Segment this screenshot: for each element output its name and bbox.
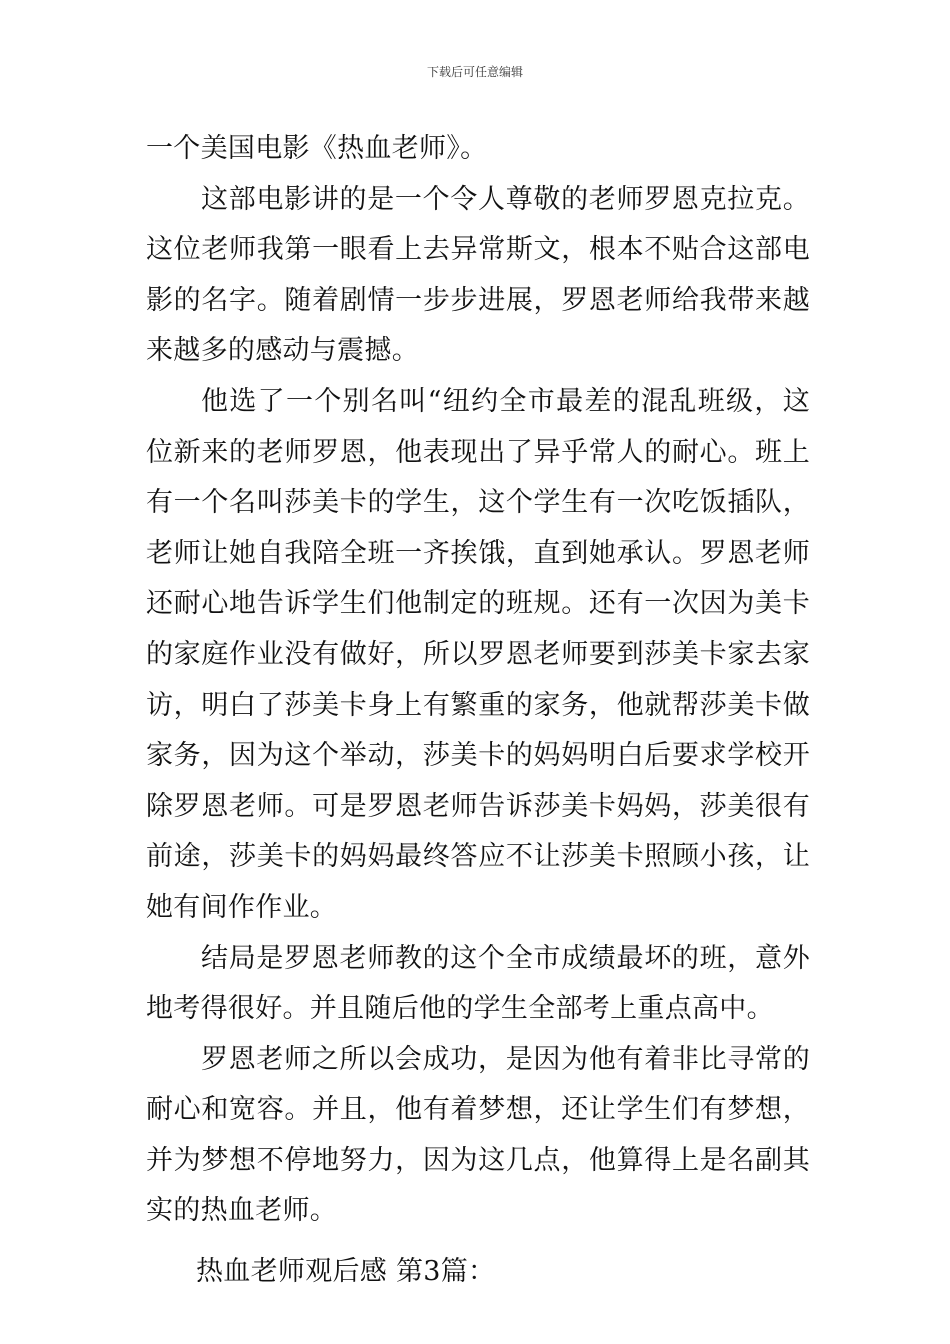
paragraph-story: 他选了一个别名叫“纽约全市最差的混乱班级，这位新来的老师罗恩，他表现出了异乎常人的耐心。班上有一个名叫莎美卡的学生，这个学生有一次吃饭插队，老师让她自我陪全班一齐挨饿，直到她承认。罗恩老师还耐心地告诉学生们他制定的班规。还有一次因为美卡的家庭作业没有做好，所以罗恩老师要到莎美卡家去家访，明白了莎美卡身上有繁重的家务，他就帮莎美卡做家务，因为这个举动，莎美卡的妈妈明白后要求学校开除罗恩老师。可是罗恩老师告诉莎美卡妈妈，莎美很有前途，莎美卡的妈妈最终答应不让莎美卡照顾小孩，让她有间作作业。 [146, 385, 810, 923]
paragraph-continuation: 一个美国电影《热血老师》。 [146, 133, 488, 164]
header-note: 下载后可任意编辑 [426, 65, 523, 79]
paragraph-ending: 结局是罗恩老师教的这个全市成绩最坏的班，意外地考得很好。并且随后他的学生全部考上重点高中。 [146, 942, 810, 1025]
paragraph-intro: 这部电影讲的是一个令人尊敬的老师罗恩克拉克。这位老师我第一眼看上去异常斯文，根本不贴合这部电影的名字。随着剧情一步步进展，罗恩老师给我带来越来越多的感动与震撼。 [146, 183, 810, 367]
paragraph-conclusion: 罗恩老师之所以会成功，是因为他有着非比寻常的耐心和宽容。并且，他有着梦想，还让学生们有梦想，并为梦想不停地努力，因为这几点，他算得上是名副其实的热血老师。 [146, 1043, 810, 1227]
body-text [146, 124, 810, 1298]
section-heading: 热血老师观后感 第3篇： [196, 1256, 496, 1288]
